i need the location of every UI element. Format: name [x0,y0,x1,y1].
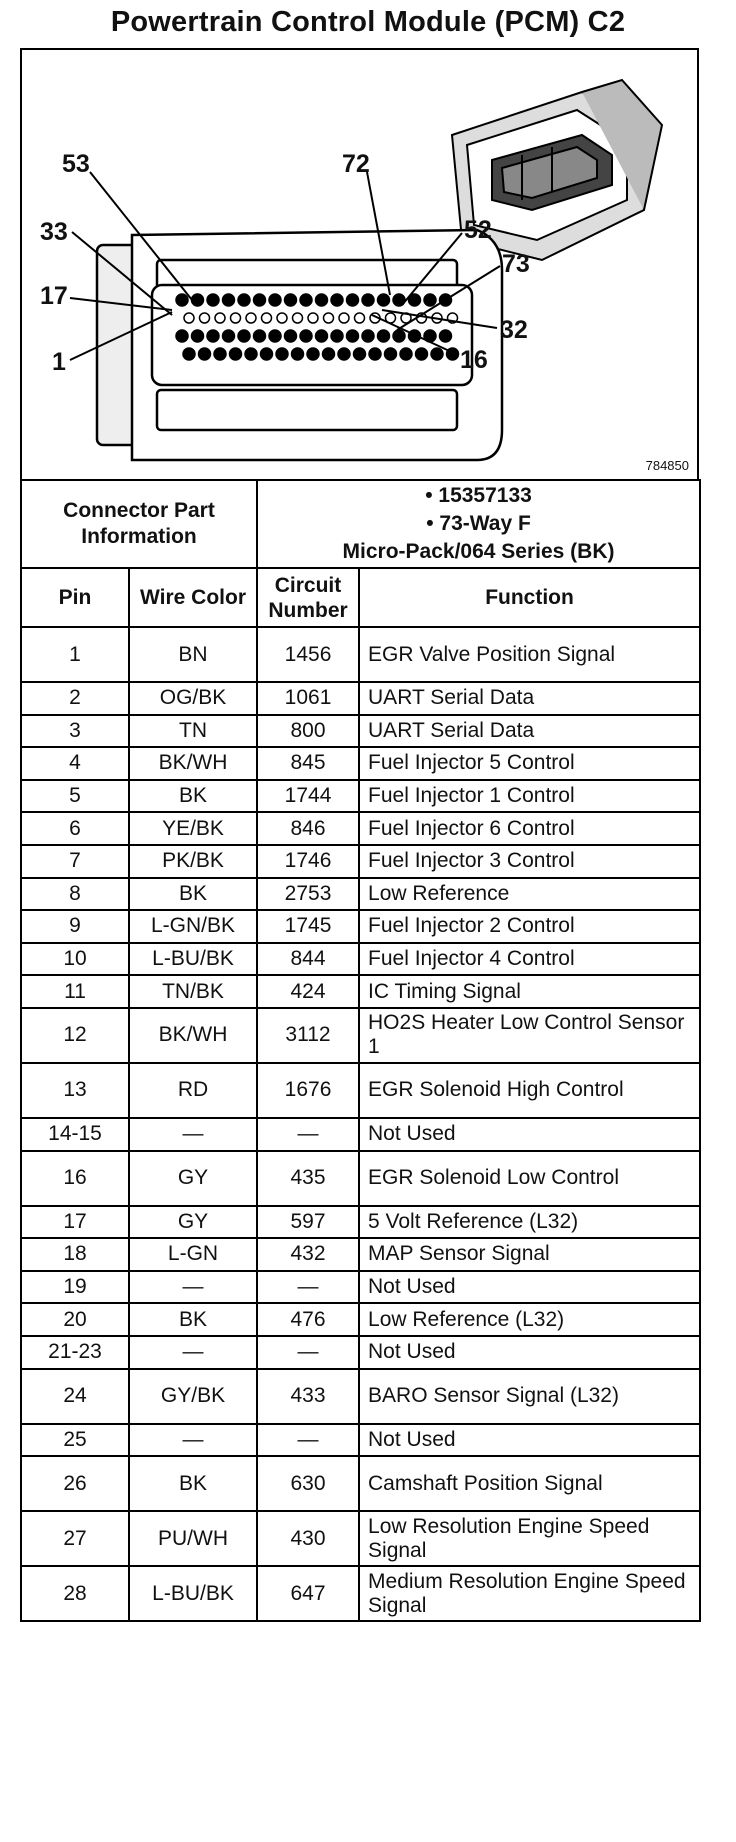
pin-cell: 20 [21,1303,129,1336]
pin-hole [331,330,343,342]
pin-label-33: 33 [40,218,68,246]
function-cell: 5 Volt Reference (L32) [359,1206,700,1239]
pin-hole [184,313,194,323]
circuit-cell: 630 [257,1456,359,1511]
pin-cell: 7 [21,845,129,878]
pin-hole [378,330,390,342]
function-cell: Camshaft Position Signal [359,1456,700,1511]
part-number: • 15357133 [425,484,532,507]
wire-color-cell: BK [129,1303,257,1336]
function-cell: Fuel Injector 6 Control [359,812,700,845]
circuit-cell: — [257,1271,359,1304]
pin-hole [176,294,188,306]
table-row [21,845,700,878]
circuit-cell: — [257,1118,359,1151]
figure-id: 784850 [645,458,689,473]
function-cell: Fuel Injector 3 Control [359,845,700,878]
pin-cell: 21-23 [21,1336,129,1369]
circuit-cell: 3112 [257,1008,359,1063]
pin-label-1: 1 [52,348,66,376]
wire-color-cell: GY [129,1206,257,1239]
function-cell: Fuel Injector 2 Control [359,910,700,943]
wire-color-cell: BN [129,627,257,682]
pin-cell: 4 [21,747,129,780]
function-cell: BARO Sensor Signal (L32) [359,1369,700,1424]
pin-cell: 26 [21,1456,129,1511]
table-row [21,1566,700,1621]
pin-cell: 27 [21,1511,129,1566]
pin-hole [199,348,211,360]
pin-hole [285,330,297,342]
pin-hole [324,313,334,323]
circuit-cell: 1744 [257,780,359,813]
pinout-table [20,479,701,1622]
circuit-cell: 597 [257,1206,359,1239]
wire-color-cell: — [129,1118,257,1151]
connector-info-label: Connector Part Information [21,480,257,568]
pin-hole [385,348,397,360]
function-cell: Low Resolution Engine Speed Signal [359,1511,700,1566]
page-title: Powertrain Control Module (PCM) C2 [110,6,626,38]
wire-color-cell: BK [129,780,257,813]
pin-hole [331,294,343,306]
pin-hole [424,294,436,306]
function-cell: Fuel Injector 5 Control [359,747,700,780]
pin-hole [261,348,273,360]
wire-color-cell: TN [129,715,257,748]
pin-hole [277,313,287,323]
pin-label-53: 53 [62,150,90,178]
pin-cell: 8 [21,878,129,911]
pin-cell: 3 [21,715,129,748]
wire-color-cell: YE/BK [129,812,257,845]
pin-hole [269,330,281,342]
pin-hole [200,313,210,323]
function-cell: HO2S Heater Low Control Sensor 1 [359,1008,700,1063]
pin-hole [207,294,219,306]
function-cell: UART Serial Data [359,715,700,748]
pin-hole [339,313,349,323]
pin-hole [292,348,304,360]
function-cell: Fuel Injector 4 Control [359,943,700,976]
circuit-cell: — [257,1424,359,1457]
circuit-cell: — [257,1336,359,1369]
table-row [21,943,700,976]
pin-hole [347,294,359,306]
pin-hole [238,294,250,306]
table-row [21,1303,700,1336]
circuit-cell: 2753 [257,878,359,911]
function-cell: EGR Solenoid Low Control [359,1151,700,1206]
wire-color-cell: PK/BK [129,845,257,878]
col-wire-color: Wire Color [129,568,257,627]
pin-label-73: 73 [502,250,530,278]
pin-cell: 24 [21,1369,129,1424]
circuit-cell: 1745 [257,910,359,943]
pin-hole [230,348,242,360]
table-row [21,682,700,715]
pin-hole [214,348,226,360]
function-cell: Fuel Injector 1 Control [359,780,700,813]
wire-color-cell: L-BU/BK [129,1566,257,1621]
pin-hole [347,330,359,342]
circuit-cell: 430 [257,1511,359,1566]
circuit-cell: 845 [257,747,359,780]
pin-hole [223,330,235,342]
table-row [21,1369,700,1424]
pin-hole [355,313,365,323]
wire-color-cell: BK [129,1456,257,1511]
pin-cell: 17 [21,1206,129,1239]
wire-color-cell: RD [129,1063,257,1118]
pin-label-32: 32 [500,316,528,344]
pin-hole [269,294,281,306]
function-cell: UART Serial Data [359,682,700,715]
pin-label-16: 16 [460,346,488,374]
table-row [21,1206,700,1239]
table-row [21,878,700,911]
table-row [21,1063,700,1118]
wire-color-cell: — [129,1336,257,1369]
pin-cell: 1 [21,627,129,682]
table-row [21,1008,700,1063]
pin-hole [316,330,328,342]
pin-hole [254,294,266,306]
pin-hole [369,348,381,360]
table-row [21,1424,700,1457]
wire-color-cell: L-BU/BK [129,943,257,976]
pin-hole [183,348,195,360]
pin-cell: 10 [21,943,129,976]
pin-hole [316,294,328,306]
pin-hole [308,313,318,323]
pin-cell: 9 [21,910,129,943]
pin-cell: 28 [21,1566,129,1621]
wire-color-cell: — [129,1271,257,1304]
wire-color-cell: TN/BK [129,975,257,1008]
pin-hole [354,348,366,360]
connector-diagram [20,48,699,481]
pin-label-72: 72 [342,150,370,178]
table-row [21,812,700,845]
col-function: Function [359,568,700,627]
wire-color-cell: BK [129,878,257,911]
wire-color-cell: GY/BK [129,1369,257,1424]
circuit-cell: 1061 [257,682,359,715]
wire-color-cell: GY [129,1151,257,1206]
function-cell: Medium Resolution Engine Speed Signal [359,1566,700,1621]
function-cell: Not Used [359,1271,700,1304]
pin-hole [362,294,374,306]
pin-hole [223,294,235,306]
connector-info-row [21,480,700,568]
circuit-cell: 800 [257,715,359,748]
pin-cell: 13 [21,1063,129,1118]
col-circuit-number: Circuit Number [257,568,359,627]
table-row [21,1118,700,1151]
function-cell: EGR Solenoid High Control [359,1063,700,1118]
pin-cell: 25 [21,1424,129,1457]
connector-info-details [257,480,700,568]
circuit-cell: 433 [257,1369,359,1424]
table-row [21,715,700,748]
table-body [21,627,700,1621]
table-row [21,747,700,780]
pin-hole [440,330,452,342]
pin-label-52: 52 [464,216,492,244]
circuit-cell: 647 [257,1566,359,1621]
table-row [21,1456,700,1511]
circuit-cell: 1676 [257,1063,359,1118]
connector-series: Micro-Pack/064 Series (BK) [342,540,615,563]
pin-cell: 5 [21,780,129,813]
pin-hole [300,330,312,342]
function-cell: IC Timing Signal [359,975,700,1008]
function-cell: Not Used [359,1424,700,1457]
pin-hole [215,313,225,323]
function-cell: EGR Valve Position Signal [359,627,700,682]
table-row [21,1271,700,1304]
pin-hole [176,330,188,342]
pin-cell: 2 [21,682,129,715]
pin-hole [246,313,256,323]
wire-color-cell: — [129,1424,257,1457]
connector-face [97,230,502,460]
connector-type: • 73-Way F [426,512,531,535]
pin-cell: 14-15 [21,1118,129,1151]
wire-color-cell: L-GN [129,1238,257,1271]
table-row [21,1511,700,1566]
function-cell: Not Used [359,1336,700,1369]
table-row [21,627,700,682]
wire-color-cell: L-GN/BK [129,910,257,943]
circuit-cell: 1746 [257,845,359,878]
pin-hole [285,294,297,306]
pin-hole [207,330,219,342]
wire-color-cell: PU/WH [129,1511,257,1566]
pin-hole [393,330,405,342]
pin-hole [416,348,428,360]
pin-hole [362,330,374,342]
pin-hole [338,348,350,360]
pin-hole [293,313,303,323]
pin-hole [192,330,204,342]
circuit-cell: 844 [257,943,359,976]
table-row [21,975,700,1008]
table-row [21,1151,700,1206]
pin-hole [378,294,390,306]
wire-color-cell: BK/WH [129,747,257,780]
header-row [21,568,700,627]
table-row [21,1336,700,1369]
circuit-cell: 424 [257,975,359,1008]
wire-color-cell: BK/WH [129,1008,257,1063]
function-cell: Low Reference [359,878,700,911]
connector-drawing [22,50,697,479]
table-row [21,910,700,943]
pin-hole [192,294,204,306]
pin-hole [400,348,412,360]
pin-cell: 12 [21,1008,129,1063]
pin-hole [245,348,257,360]
table-row [21,780,700,813]
pin-hole [238,330,250,342]
pin-hole [276,348,288,360]
wire-color-cell: OG/BK [129,682,257,715]
pin-cell: 18 [21,1238,129,1271]
pin-label-17: 17 [40,282,68,310]
pin-cell: 11 [21,975,129,1008]
pin-hole [262,313,272,323]
pin-hole [307,348,319,360]
pin-hole [323,348,335,360]
function-cell: MAP Sensor Signal [359,1238,700,1271]
pin-hole [254,330,266,342]
pin-cell: 19 [21,1271,129,1304]
pin-hole [231,313,241,323]
col-pin: Pin [21,568,129,627]
pin-hole [431,348,443,360]
table-row [21,1238,700,1271]
pin-cell: 16 [21,1151,129,1206]
function-cell: Low Reference (L32) [359,1303,700,1336]
circuit-cell: 476 [257,1303,359,1336]
circuit-cell: 1456 [257,627,359,682]
circuit-cell: 432 [257,1238,359,1271]
pin-hole [300,294,312,306]
pin-cell: 6 [21,812,129,845]
circuit-cell: 846 [257,812,359,845]
function-cell: Not Used [359,1118,700,1151]
circuit-cell: 435 [257,1151,359,1206]
